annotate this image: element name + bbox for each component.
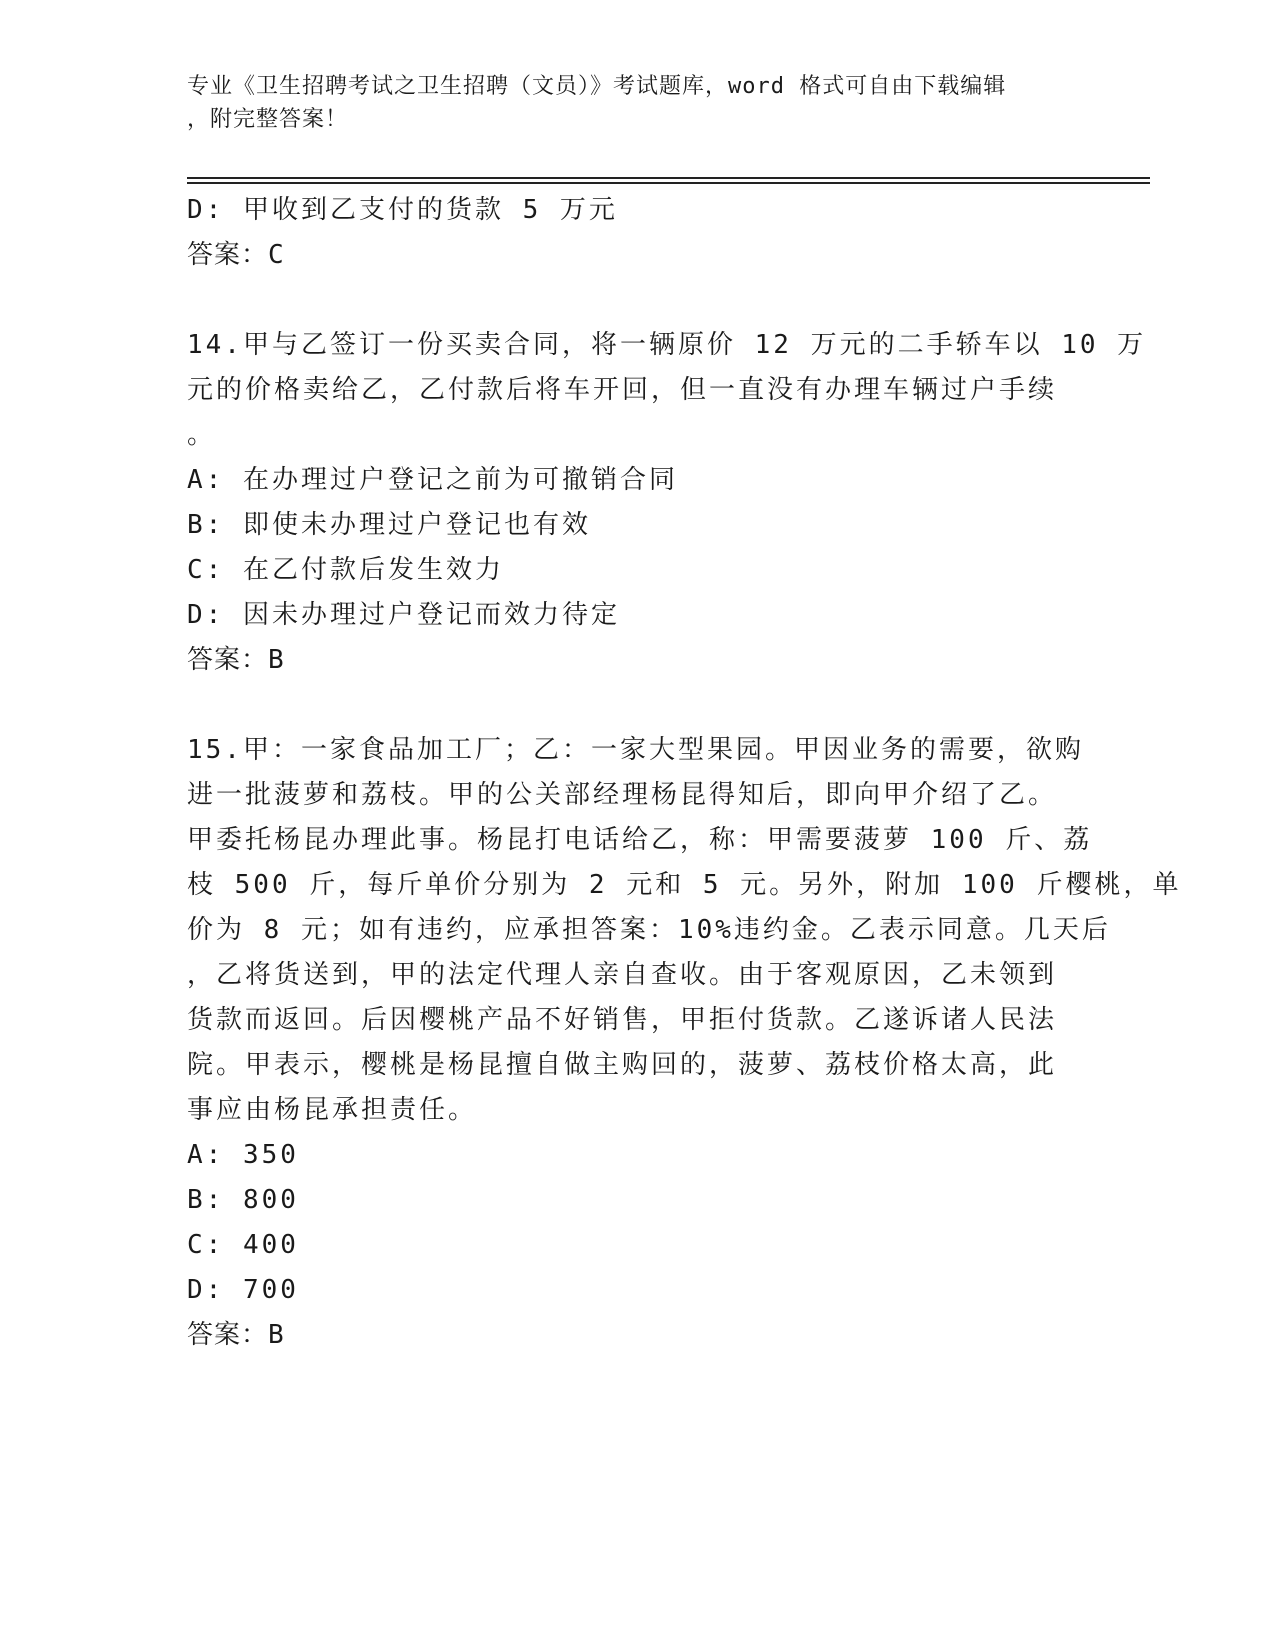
spacer [187, 683, 1087, 728]
header-rule-top [187, 177, 1150, 179]
question-15-option-c: C: 400 [187, 1230, 299, 1260]
question-14-line: 元的价格卖给乙，乙付款后将车开回，但一直没有办理车辆过户手续 [187, 375, 1058, 405]
question-14-line: 。 [187, 420, 217, 450]
document-header [187, 70, 1087, 136]
question-15-line: 院。甲表示，樱桃是杨昆擅自做主购回的，菠萝、荔枝价格太高，此 [187, 1050, 1058, 1080]
question-14 [187, 323, 1147, 458]
question-15-line: 事应由杨昆承担责任。 [187, 1095, 478, 1125]
question-15-option-b: B: 800 [187, 1185, 299, 1215]
question-15-line: ，乙将货送到，甲的法定代理人亲自查收。由于客观原因，乙未领到 [187, 960, 1058, 990]
question-15-line: 15.甲：一家食品加工厂；乙：一家大型果园。甲因业务的需要，欲购 [187, 735, 1084, 765]
spacer [187, 278, 1087, 323]
question-14-option-b: B: 即使未办理过户登记也有效 [187, 510, 591, 540]
question-15-option-d: D: 700 [187, 1275, 299, 1305]
question-14-option-a: A: 在办理过户登记之前为可撤销合同 [187, 465, 678, 495]
question-15-line: 枝 500 斤，每斤单价分别为 2 元和 5 元。另外，附加 100 斤樱桃，单 [187, 870, 1182, 900]
document-body [187, 188, 1182, 1358]
header-line-1: 专业《卫生招聘考试之卫生招聘（文员）》考试题库，word 格式可自由下载编辑 [187, 74, 1007, 99]
header-line-2: ，附完整答案！ [187, 107, 349, 132]
question-14-line: 14.甲与乙签订一份买卖合同，将一辆原价 12 万元的二手轿车以 10 万 [187, 330, 1147, 360]
question-15-line: 甲委托杨昆办理此事。杨昆打电话给乙，称：甲需要菠萝 100 斤、荔 [187, 825, 1093, 855]
question-15-line: 进一批菠萝和荔枝。甲的公关部经理杨昆得知后，即向甲介绍了乙。 [187, 780, 1058, 810]
prev-answer: 答案：C [187, 240, 285, 270]
question-15-line: 价为 8 元；如有违约，应承担答案：10%违约金。乙表示同意。几天后 [187, 915, 1111, 945]
question-15-answer: 答案：B [187, 1320, 285, 1350]
header-rule-bottom [187, 182, 1150, 184]
question-15 [187, 728, 1182, 1133]
question-15-option-a: A: 350 [187, 1140, 299, 1170]
question-15-line: 货款而返回。后因樱桃产品不好销售，甲拒付货款。乙遂诉诸人民法 [187, 1005, 1058, 1035]
question-14-option-c: C: 在乙付款后发生效力 [187, 555, 504, 585]
question-14-option-d: D: 因未办理过户登记而效力待定 [187, 600, 620, 630]
question-14-answer: 答案：B [187, 645, 285, 675]
prev-option-d: D: 甲收到乙支付的货款 5 万元 [187, 195, 618, 225]
